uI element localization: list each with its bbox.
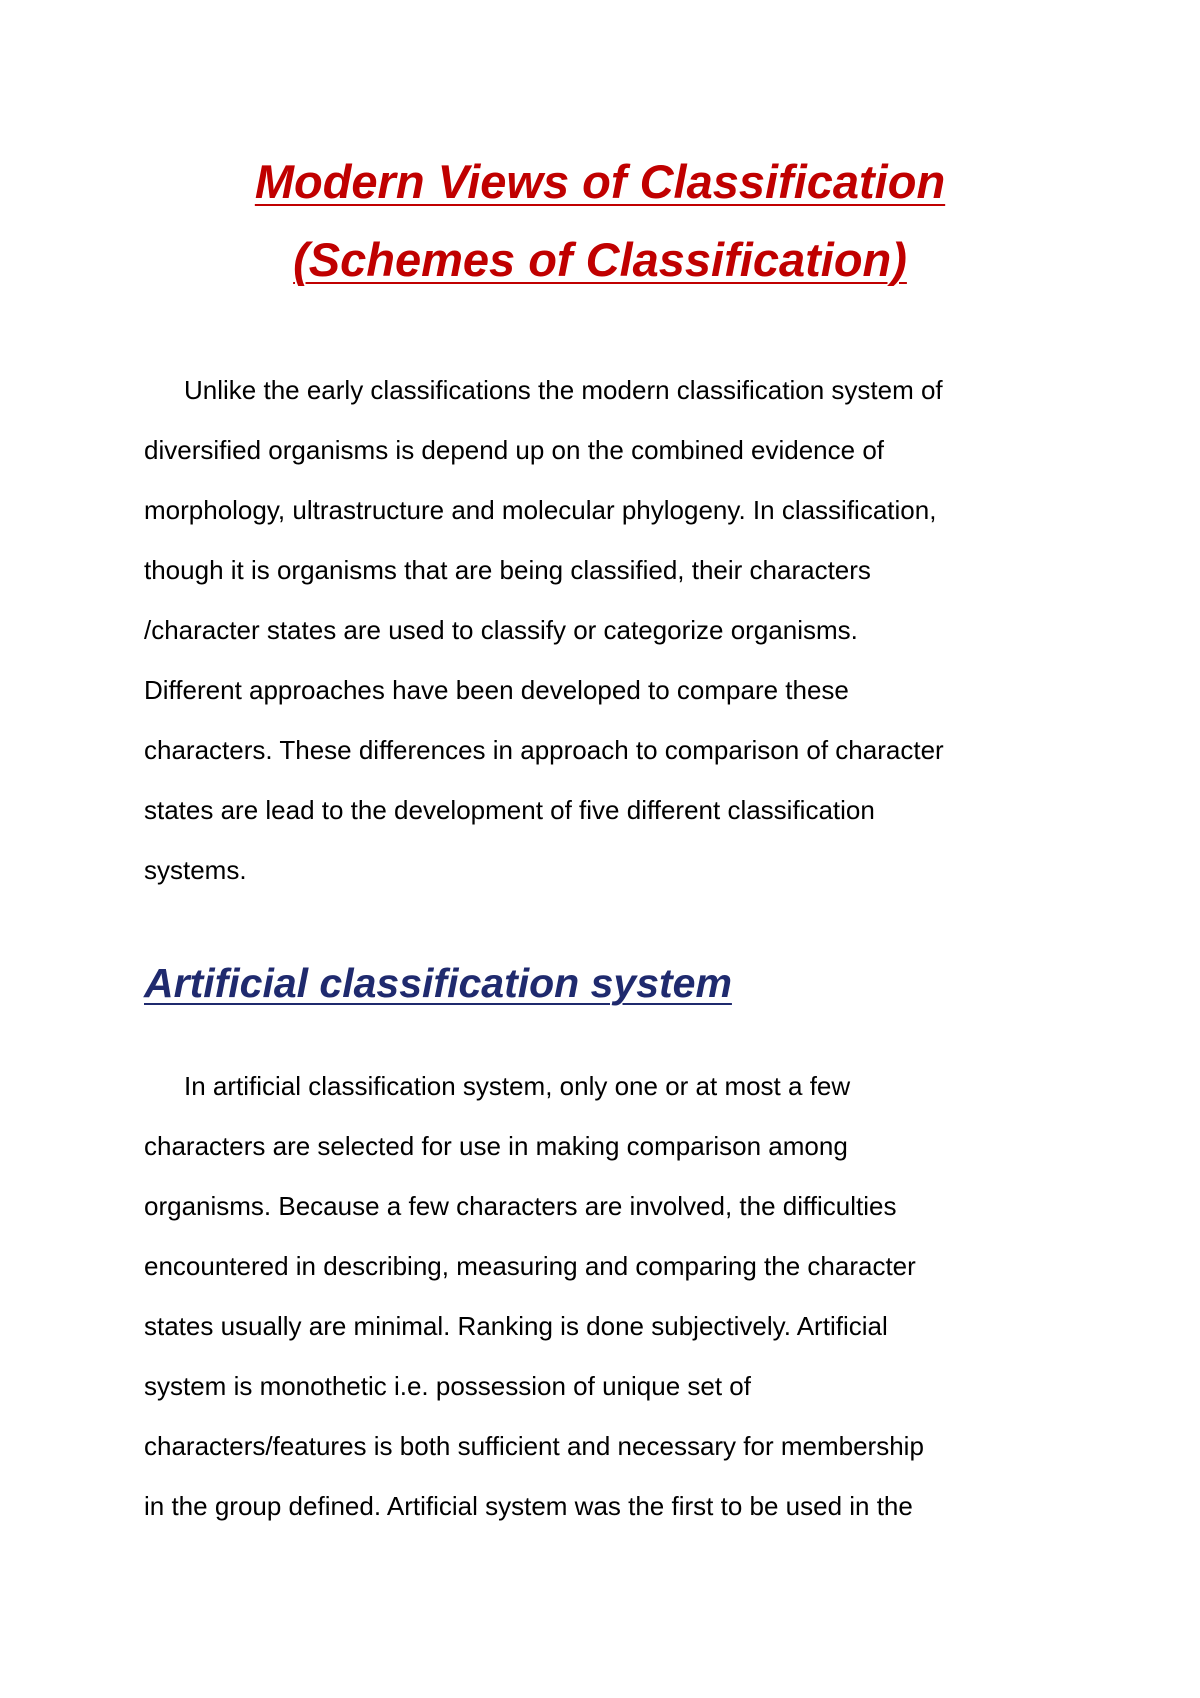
section-heading-artificial: Artificial classification system bbox=[144, 960, 732, 1006]
section-line: in the group defined. Artificial system was the first to be used in the bbox=[144, 1491, 913, 1521]
intro-line: Different approaches have been developed to compare these bbox=[144, 675, 849, 705]
page-title-line-1: Modern Views of Classification bbox=[254, 155, 946, 208]
intro-line: states are lead to the development of five different classification bbox=[144, 795, 875, 825]
section-line: In artificial classification system, only one or at most a few bbox=[184, 1071, 851, 1101]
section-line: encountered in describing, measuring and comparing the character bbox=[144, 1251, 916, 1281]
intro-paragraph bbox=[144, 360, 1084, 900]
intro-line: /character states are used to classify or categorize organisms. bbox=[144, 615, 858, 645]
section-line: characters are selected for use in making comparison among bbox=[144, 1131, 848, 1161]
intro-line: morphology, ultrastructure and molecular phylogeny. In classification, bbox=[144, 495, 937, 525]
section-line: characters/features is both sufficient and necessary for membership bbox=[144, 1431, 924, 1461]
page-title-line-2: (Schemes of Classification) bbox=[293, 233, 907, 286]
intro-line: though it is organisms that are being classified, their characters bbox=[144, 555, 871, 585]
intro-line: characters. These differences in approach to comparison of character bbox=[144, 735, 944, 765]
section-line: organisms. Because a few characters are involved, the difficulties bbox=[144, 1191, 897, 1221]
intro-line: diversified organisms is depend up on the combined evidence of bbox=[144, 435, 885, 465]
section-line: states usually are minimal. Ranking is done subjectively. Artificial bbox=[144, 1311, 888, 1341]
intro-line: systems. bbox=[144, 855, 247, 885]
artificial-paragraph bbox=[144, 1056, 1084, 1536]
intro-line: Unlike the early classifications the modern classification system of bbox=[184, 375, 943, 405]
section-line: system is monothetic i.e. possession of unique set of bbox=[144, 1371, 751, 1401]
